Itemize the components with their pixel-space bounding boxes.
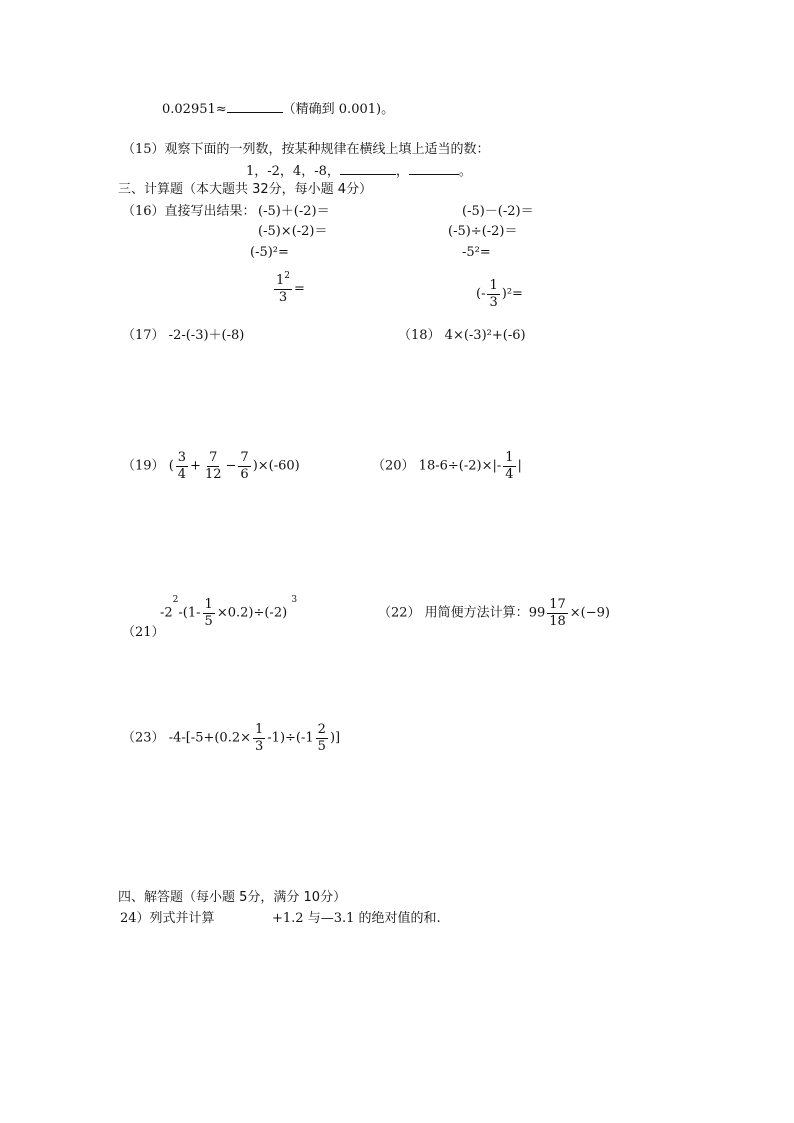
q15-end: 。 — [458, 164, 472, 179]
q21-label: （21） — [122, 625, 165, 640]
q23: （23） -4-[-5+(0.2× $\frac{1}{3}$ -1)÷(-1 $\frac{2}{5}$ )] — [122, 722, 341, 754]
q19: （19） ( $\frac{3}{4}$ + $\frac{7}{12}$ − $\frac{7}{6}$ )×(-60) — [122, 450, 300, 482]
q16-expr-3: (-5)×(-2)＝ — [258, 224, 328, 239]
q21-expr: $-2^2-(1-$ $\frac{1}{5}$ ×0.2)÷(-2) $^3$ — [160, 595, 298, 629]
q15-blank-1[interactable] — [340, 163, 396, 175]
q14-answer-blank[interactable] — [227, 101, 283, 113]
fraction: $\frac{1}{4}$ — [505, 450, 514, 482]
q16-expr-1: (-5)＋(-2)＝ — [258, 204, 330, 219]
q16-expr-7: $\frac{1^2}{3}$ = — [276, 271, 305, 305]
q15-sequence-line — [246, 163, 472, 178]
q24-text: +1.2 与—3.1 的绝对值的和. — [272, 911, 441, 926]
q14-line — [162, 101, 394, 116]
q16-expr-2: (-5)－(-2)＝ — [462, 204, 534, 219]
q18: （18） 4×(-3)²+(-6) — [398, 328, 526, 343]
q17: （17） -2-(-3)＋(-8) — [122, 328, 245, 343]
section4-title: 四、解答题（每小题 5分，满分 10分） — [118, 890, 347, 905]
q14-tail: （精确到 0.001)。 — [282, 102, 395, 117]
q16-expr-8: (- $\frac{1}{3}$ )²= — [476, 278, 523, 310]
fraction: $\frac{7}{6}$ — [240, 450, 249, 482]
fraction: $\frac{7}{12}$ — [204, 450, 222, 482]
fraction: $\frac{17}{18}$ — [549, 597, 566, 629]
fraction: $\frac{1}{5}$ — [204, 597, 213, 629]
q16-label: （16）直接写出结果： — [122, 204, 256, 219]
fraction: $\frac{1^2}{3}$ — [276, 271, 291, 305]
q15-blank-2[interactable] — [409, 163, 459, 175]
fraction: $\frac{2}{5}$ — [317, 722, 326, 754]
q16-expr-5: (-5)²= — [250, 245, 289, 260]
q15-sequence: 1，-2，4，-8， — [246, 164, 340, 179]
q24-label: 24）列式并计算 — [120, 911, 215, 926]
fraction: $\frac{1}{3}$ — [489, 278, 498, 310]
section3-title: 三、计算题（本大题共 32分，每小题 4分） — [118, 182, 373, 197]
q20: （20） 18-6÷(-2)×|- $\frac{1}{4}$ | — [372, 450, 522, 482]
q15-sep: ， — [395, 164, 409, 179]
fraction: $\frac{1}{3}$ — [255, 722, 264, 754]
fraction: $\frac{3}{4}$ — [177, 450, 187, 482]
q16-expr-6: -5²= — [462, 245, 491, 260]
q15-label: （15）观察下面的一列数，按某种规律在横线上填上适当的数： — [122, 142, 490, 157]
q16-expr-4: (-5)÷(-2)＝ — [448, 224, 518, 239]
q22: （22） 用简便方法计算：99 $\frac{17}{18}$ ×(−9) — [378, 597, 610, 629]
q14-lead: 0.02951≈ — [162, 102, 227, 117]
